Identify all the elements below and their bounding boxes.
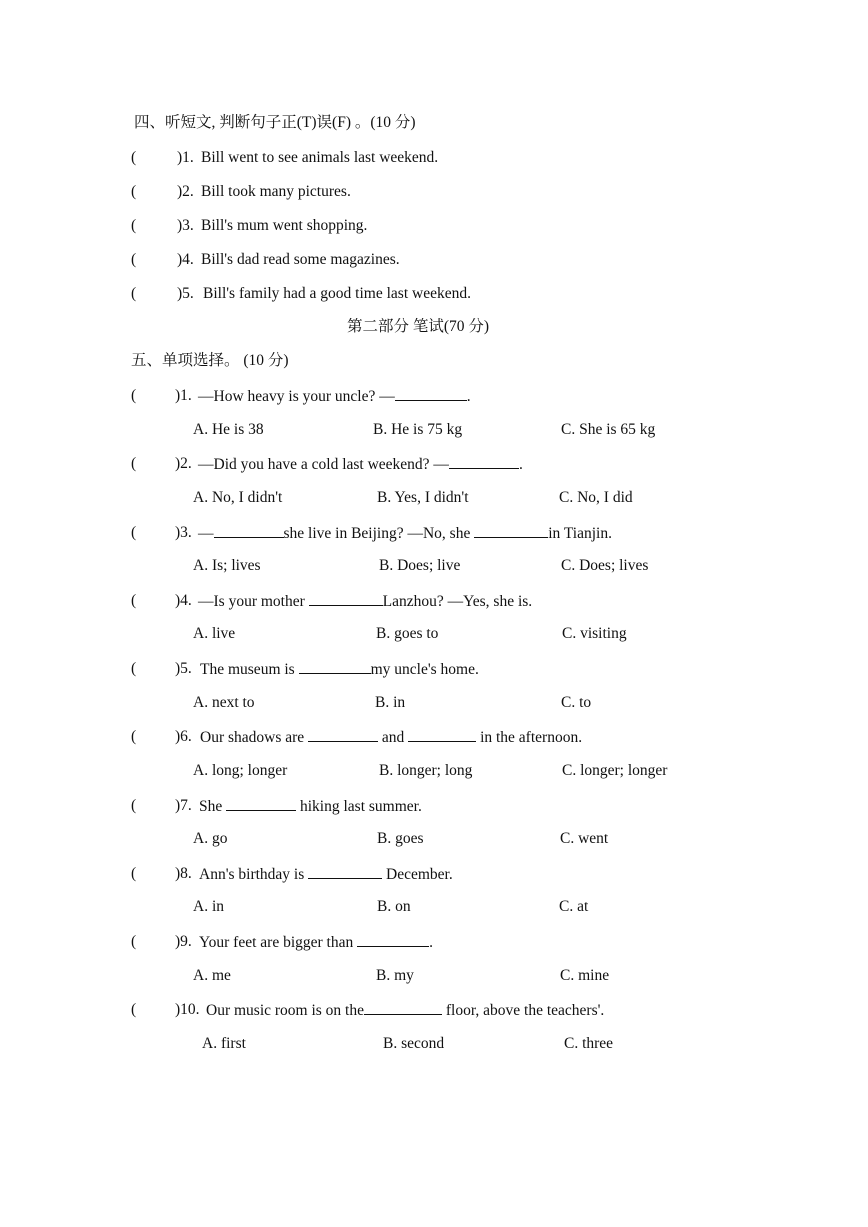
option-b: B. longer; long xyxy=(379,762,473,779)
question-text: Your feet are bigger than . xyxy=(199,934,433,951)
option-c: C. longer; longer xyxy=(562,762,668,779)
option-b: B. goes xyxy=(377,830,424,847)
answer-blank xyxy=(299,659,371,674)
item-text: Bill's family had a good time last weekend. xyxy=(203,285,471,302)
section-4-title: 四、听短文, 判断句子正(T)误(F) 。(10 分) xyxy=(134,114,416,131)
answer-blank xyxy=(364,1000,442,1015)
item-number: )2. xyxy=(177,183,194,200)
option-b: B. goes to xyxy=(376,625,439,642)
question-text: She hiking last summer. xyxy=(199,798,422,815)
item-text: Bill went to see animals last weekend. xyxy=(201,149,439,166)
option-a: A. me xyxy=(193,967,231,984)
question-text: Our music room is on the floor, above the teachers'. xyxy=(206,1002,605,1019)
option-a: A. long; longer xyxy=(193,762,288,779)
option-a: A. in xyxy=(193,898,224,915)
answer-blank xyxy=(357,932,429,947)
option-a: A. He is 38 xyxy=(193,421,264,438)
question-text: Our shadows are and in the afternoon. xyxy=(200,729,583,746)
item-number: )5. xyxy=(177,285,194,302)
item-number: )4. xyxy=(177,251,194,268)
section-5-title: 五、单项选择。 (10 分) xyxy=(131,352,289,369)
answer-blank xyxy=(214,523,284,538)
question-number: )4. xyxy=(175,592,192,609)
answer-blank xyxy=(308,864,382,879)
question-text: Ann's birthday is December. xyxy=(199,866,453,883)
answer-blank xyxy=(474,523,548,538)
option-c: C. mine xyxy=(560,967,610,984)
option-c: C. Does; lives xyxy=(561,557,649,574)
option-a: A. go xyxy=(193,830,228,847)
item-number: )1. xyxy=(177,149,194,166)
option-c: C. She is 65 kg xyxy=(561,421,656,438)
item-text: Bill took many pictures. xyxy=(201,183,351,200)
option-a: A. Is; lives xyxy=(193,557,261,574)
item-text: Bill's dad read some magazines. xyxy=(201,251,400,268)
answer-blank xyxy=(308,727,378,742)
item-text: Bill's mum went shopping. xyxy=(201,217,368,234)
answer-blank xyxy=(309,591,383,606)
option-a: A. first xyxy=(202,1035,246,1052)
option-b: B. in xyxy=(375,694,406,711)
question-number: )10. xyxy=(175,1001,200,1018)
question-text: —Did you have a cold last weekend? — . xyxy=(198,456,523,473)
answer-blank xyxy=(408,727,476,742)
option-b: B. second xyxy=(383,1035,445,1052)
question-number: )1. xyxy=(175,387,192,404)
option-b: B. on xyxy=(377,898,411,915)
question-text: — she live in Beijing? —No, she in Tianjin. xyxy=(198,525,612,542)
question-number: )7. xyxy=(175,797,192,814)
option-c: C. went xyxy=(560,830,609,847)
item-number: )3. xyxy=(177,217,194,234)
option-c: C. three xyxy=(564,1035,614,1052)
question-text: —Is your mother Lanzhou? —Yes, she is. xyxy=(198,593,533,610)
option-b: B. Yes, I didn't xyxy=(377,489,469,506)
question-number: )2. xyxy=(175,455,192,472)
option-c: C. visiting xyxy=(562,625,627,642)
option-c: C. No, I did xyxy=(559,489,633,506)
option-c: C. to xyxy=(561,694,592,711)
option-b: B. my xyxy=(376,967,414,984)
question-number: )6. xyxy=(175,728,192,745)
option-a: A. live xyxy=(193,625,236,642)
option-b: B. Does; live xyxy=(379,557,461,574)
answer-blank xyxy=(449,454,519,469)
question-number: )5. xyxy=(175,660,192,677)
question-text: —How heavy is your uncle? — . xyxy=(198,388,471,405)
option-a: A. No, I didn't xyxy=(193,489,283,506)
answer-blank xyxy=(226,796,296,811)
part-2-title: 第二部分 笔试(70 分) xyxy=(347,318,490,335)
answer-blank xyxy=(395,386,467,401)
question-number: )3. xyxy=(175,524,192,541)
question-number: )8. xyxy=(175,865,192,882)
question-number: )9. xyxy=(175,933,192,950)
option-c: C. at xyxy=(559,898,589,915)
option-a: A. next to xyxy=(193,694,255,711)
option-b: B. He is 75 kg xyxy=(373,421,463,438)
question-text: The museum is my uncle's home. xyxy=(200,661,479,678)
